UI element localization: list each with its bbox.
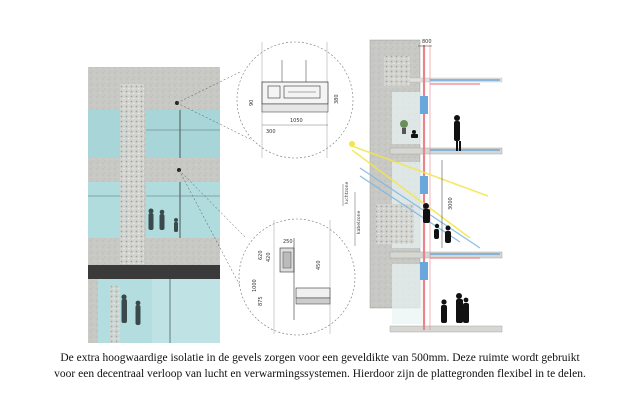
dim-1050: 1050 bbox=[290, 118, 303, 124]
building-section bbox=[343, 39, 502, 332]
dim-300: 300 bbox=[266, 129, 276, 135]
window-ground bbox=[152, 279, 220, 343]
caption-line-2: voor een decentraal verloop van lucht en verwarmingssystemen. Hierdoor zijn de plattegronden flexibel in te delen. bbox=[54, 368, 586, 380]
dim-800: 800 bbox=[422, 39, 432, 45]
detail-bottom bbox=[239, 219, 355, 335]
dim-450: 450 bbox=[316, 260, 322, 270]
window-middle bbox=[146, 182, 220, 238]
facade-elevation bbox=[88, 67, 220, 343]
dim-380: 380 bbox=[334, 94, 340, 104]
detail-top bbox=[237, 42, 353, 158]
dim-250: 250 bbox=[283, 239, 293, 245]
window-upper bbox=[146, 110, 220, 158]
dim-620: 620 bbox=[258, 250, 264, 260]
dim-420: 420 bbox=[266, 252, 272, 262]
dim-1000: 1000 bbox=[252, 279, 258, 292]
label-luchtzone: luchtzone bbox=[345, 181, 350, 204]
vertical-green bbox=[120, 84, 144, 264]
dim-3000: 3000 bbox=[448, 197, 454, 210]
caption bbox=[10, 350, 630, 382]
dim-875: 875 bbox=[258, 296, 264, 306]
sun-icon bbox=[349, 141, 355, 147]
dim-90: 90 bbox=[249, 99, 255, 106]
caption-line-1: De extra hoogwaardige isolatie in de gevels zorgen voor een geveldikte van 500mm. Deze ruimte wordt gebruikt bbox=[60, 352, 580, 364]
label-kabelzone: kabelzone bbox=[357, 210, 362, 234]
